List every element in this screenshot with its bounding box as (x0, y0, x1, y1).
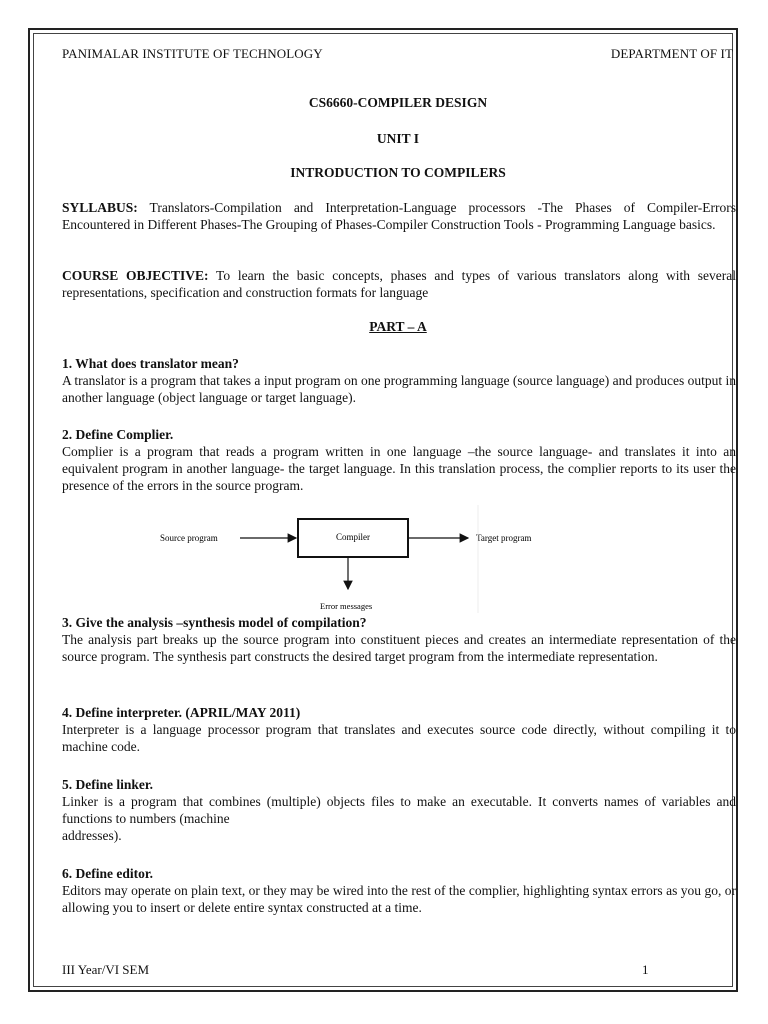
question-answer: The analysis part breaks up the source program into constituent pieces and creates an intermediate representation of the source program. The synthesis part constructs the desired target program from the intermediate representation. (62, 632, 736, 664)
source-program-label: Source program (160, 533, 218, 543)
objective-text: To learn the basic concepts, phases and types of various translators along with several representations, specification and construction formats for language (62, 268, 736, 300)
footer-year: III Year/VI SEM (62, 962, 150, 977)
institute-name: PANIMALAR INSTITUTE OF TECHNOLOGY (62, 46, 323, 61)
question-4 (62, 704, 736, 755)
question-2 (62, 426, 736, 494)
syllabus-label: SYLLABUS: (62, 200, 138, 215)
question-heading: 5. Define linker. (62, 777, 153, 792)
compiler-box-label: Compiler (336, 532, 370, 542)
question-answer: Complier is a program that reads a program written in one language –the source language- and translates it into an equivalent program in another language- the target language. In this translation process, the complier reports to its user the presence of the errors in the source program. (62, 444, 736, 493)
syllabus-text: Translators-Compilation and Interpretation-Language processors -The Phases of Compiler-Errors Encountered in Different Phases-The Grouping of Phases-Compiler Construction Tools - Programming Language basics. (62, 200, 736, 232)
compiler-diagram (150, 505, 570, 617)
error-messages-label: Error messages (320, 601, 373, 611)
question-heading: 4. Define interpreter. (APRIL/MAY 2011) (62, 705, 301, 720)
syllabus-paragraph (62, 199, 736, 233)
question-3 (62, 614, 736, 665)
course-title: CS6660-COMPILER DESIGN (308, 95, 488, 110)
department-name: DEPARTMENT OF IT (610, 46, 733, 61)
question-heading: 2. Define Complier. (62, 427, 174, 442)
unit-title: UNIT I (376, 131, 420, 146)
question-answer-continued: addresses). (62, 828, 122, 843)
question-heading: 3. Give the analysis –synthesis model of compilation? (62, 615, 367, 630)
question-5 (62, 776, 736, 844)
objective-label: COURSE OBJECTIVE: (62, 268, 209, 283)
question-answer: Interpreter is a language processor program that translates and executes source code directly, without compiling it to machine code. (62, 722, 736, 754)
page-number: 1 (642, 962, 649, 977)
question-6 (62, 865, 736, 916)
question-answer: Editors may operate on plain text, or they may be wired into the rest of the complier, highlighting syntax errors as you go, or allowing you to insert or delete entire syntax constructed at a time. (62, 883, 736, 915)
target-program-label: Target program (476, 533, 532, 543)
question-heading: 6. Define editor. (62, 866, 153, 881)
objective-paragraph (62, 267, 736, 301)
question-heading: 1. What does translator mean? (62, 356, 239, 371)
topic-title: INTRODUCTION TO COMPILERS (290, 165, 506, 180)
question-1 (62, 355, 736, 406)
part-a-heading: PART – A (369, 319, 427, 334)
question-answer: A translator is a program that takes a input program on one programming language (source language) and produces output in another language (object language or target language). (62, 373, 736, 405)
question-answer: Linker is a program that combines (multiple) objects files to make an executable. It converts names of variables and functions to numbers (machine (62, 794, 736, 826)
